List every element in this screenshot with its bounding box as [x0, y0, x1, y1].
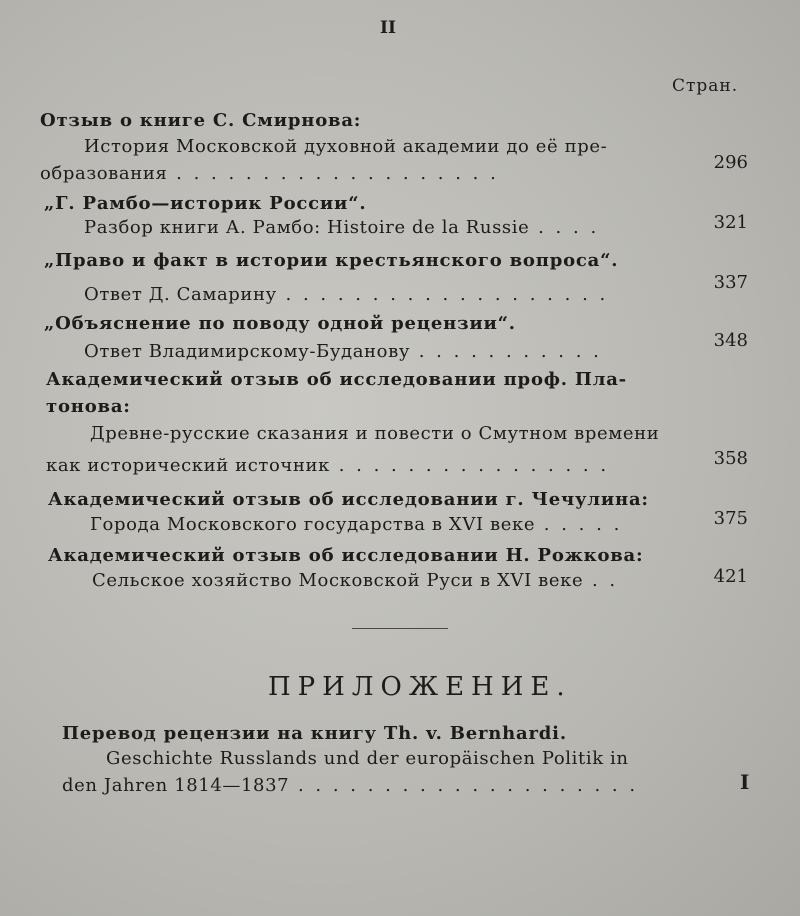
entry-4-title: „Объяснение по поводу одной рецензии“. [44, 313, 516, 334]
page-column-header: Стран. [672, 76, 739, 96]
entry-6-page: 375 [713, 508, 748, 529]
entry-3-title: „Право и факт в истории крестьянского вопроса“. [44, 250, 619, 271]
entry-1-title: Отзыв о книге С. Смирнова: [40, 110, 362, 131]
entry-2-subtitle: Разбор книги А. Рамбо: Histoire de la Russie . . . . [84, 217, 600, 238]
entry-7-subtitle: Сельское хозяйство Московской Руси в XVI веке . . [92, 570, 619, 591]
entry-5-title: Академический отзыв об исследовании проф. Пла- [46, 369, 627, 390]
entry-1-subtitle: История Московской духовной академии до её пре- [84, 136, 608, 157]
page-number: II [380, 18, 396, 38]
entry-4-subtitle: Ответ Владимирскому-Буданову . . . . . . . . . . . [84, 341, 602, 362]
entry-7-page: 421 [713, 566, 748, 587]
appendix-heading: ПРИЛОЖЕНИЕ. [268, 672, 572, 702]
entry-2-title: „Г. Рамбо—историк России“. [44, 193, 367, 214]
entry-1-subtitle-cont: образования . . . . . . . . . . . . . . . . . . . [40, 163, 499, 184]
entry-5-page: 358 [713, 448, 748, 469]
entry-5-subtitle-cont: как исторический источник . . . . . . . . . . . . . . . . [46, 455, 610, 476]
entry-3-page: 337 [713, 272, 748, 293]
appendix-page: I [740, 770, 750, 794]
entry-7-title: Академический отзыв об исследовании Н. Рожкова: [48, 545, 644, 566]
appendix-entry-subtitle: Geschichte Russlands und der europäischen Politik in [106, 748, 629, 769]
section-divider [352, 628, 448, 629]
entry-4-page: 348 [713, 330, 748, 351]
entry-6-subtitle: Города Московского государства в XVI веке . . . . . [90, 514, 623, 535]
appendix-entry-title: Перевод рецензии на книгу Th. v. Bernhardi. [62, 723, 567, 744]
entry-2-page: 321 [713, 212, 748, 233]
entry-3-subtitle: Ответ Д. Самарину . . . . . . . . . . . . . . . . . . . [84, 284, 609, 305]
entry-5-title-cont: тонова: [46, 396, 131, 417]
appendix-entry-subtitle-cont: den Jahren 1814—1837 . . . . . . . . . . . . . . . . . . . . [62, 775, 639, 796]
entry-6-title: Академический отзыв об исследовании г. Чечулина: [48, 489, 649, 510]
entry-5-subtitle: Древне-русские сказания и повести о Смутном времени [90, 423, 660, 444]
entry-1-page: 296 [713, 152, 748, 173]
